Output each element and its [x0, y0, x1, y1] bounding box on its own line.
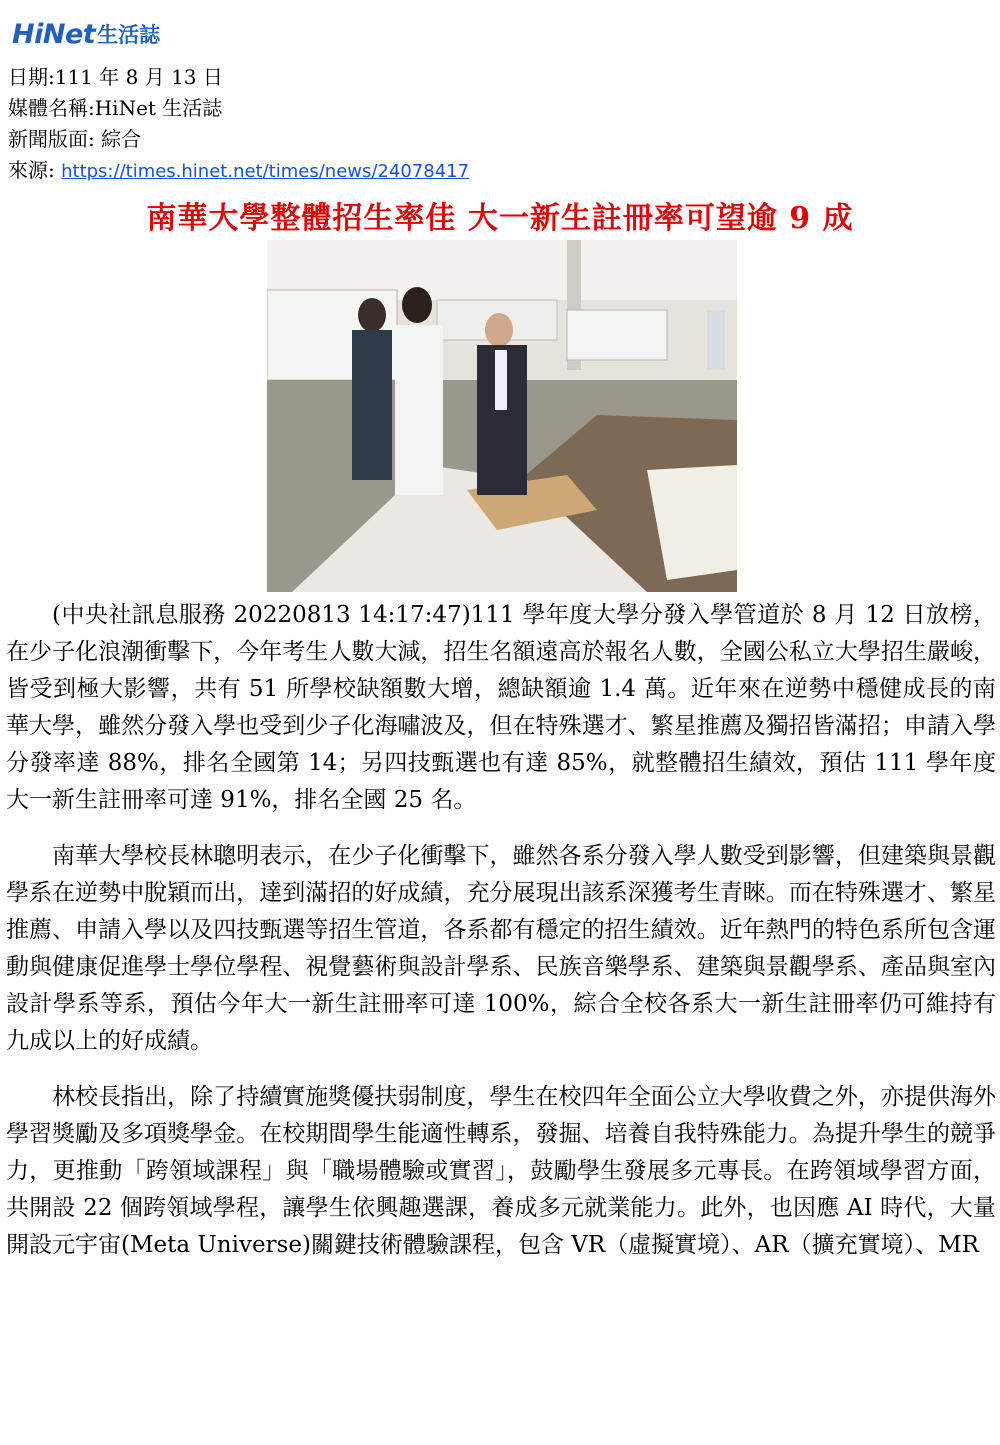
- paragraph-1: (中央社訊息服務 20220813 14:17:47)111 學年度大學分發入學管道於 8 月 12 日放榜，在少子化浪潮衝擊下，今年考生人數大減，招生名額遠高於報名人數，全國公私立大學招生嚴峻，皆受到極大影響，共有 51 所學校缺額數大增，總缺額逾 1.4 萬。近年來在逆勢中穩健成長的南華大學，雖然分發入學也受到少子化海嘯波及，但在特殊選才、繁星推薦及獨招皆滿招；申請入學分發率達 88%，排名全國第 14；另四技甄選也有達 85%，就整體招生績效，預估 111 學年度大一新生註冊率可達 91%，排名全國 25 名。: [6, 602, 996, 813]
- paragraph-3: 林校長指出，除了持續實施獎優扶弱制度，學生在校四年全面公立大學收費之外，亦提供海外學習獎勵及多項獎學金。在校期間學生能適性轉系，發掘、培養自我特殊能力。為提升學生的競爭力，更推動「跨領域課程」與「職場體驗或實習」，鼓勵學生發展多元專長。在跨領域學習方面，共開設 22 個跨領域學程，讓學生依興趣選課，養成多元就業能力。此外，也因應 AI 時代，大量開設元宇宙(Meta Universe)關鍵技術體驗課程，包含 VR（虛擬實境）、AR（擴充實境）、MR: [6, 1084, 996, 1258]
- article-meta: [8, 62, 469, 187]
- article-body: [6, 597, 996, 1283]
- hinet-logo: [12, 14, 160, 54]
- meta-source: [8, 155, 469, 187]
- source-link[interactable]: https://times.hinet.net/times/news/24078417: [61, 161, 470, 182]
- meta-media: 媒體名稱:HiNet 生活誌: [8, 96, 223, 120]
- article-headline: 南華大學整體招生率佳 大一新生註冊率可望逾 9 成: [146, 201, 854, 236]
- source-label: 來源:: [8, 158, 55, 182]
- news-photo: [267, 240, 737, 592]
- logo-brand: HiNet: [12, 18, 96, 50]
- logo-subtitle: 生活誌: [97, 23, 161, 47]
- paragraph-2: 南華大學校長林聰明表示，在少子化衝擊下，雖然各系分發入學人數受到影響，但建築與景觀學系在逆勢中脫穎而出，達到滿招的好成績，充分展現出該系深獲考生青睞。而在特殊選才、繁星推薦、申請入學以及四技甄選等招生管道，各系都有穩定的招生績效。近年熱門的特色系所包含運動與健康促進學士學位學程、視覺藝術與設計學系、民族音樂學系、建築與景觀學系、產品與室內設計學系等系，預估今年大一新生註冊率可達 100%，綜合全校各系大一新生註冊率仍可維持有九成以上的好成績。: [6, 843, 996, 1054]
- meta-date: 日期:111 年 8 月 13 日: [8, 65, 223, 89]
- meta-section: 新聞版面: 綜合: [8, 127, 142, 151]
